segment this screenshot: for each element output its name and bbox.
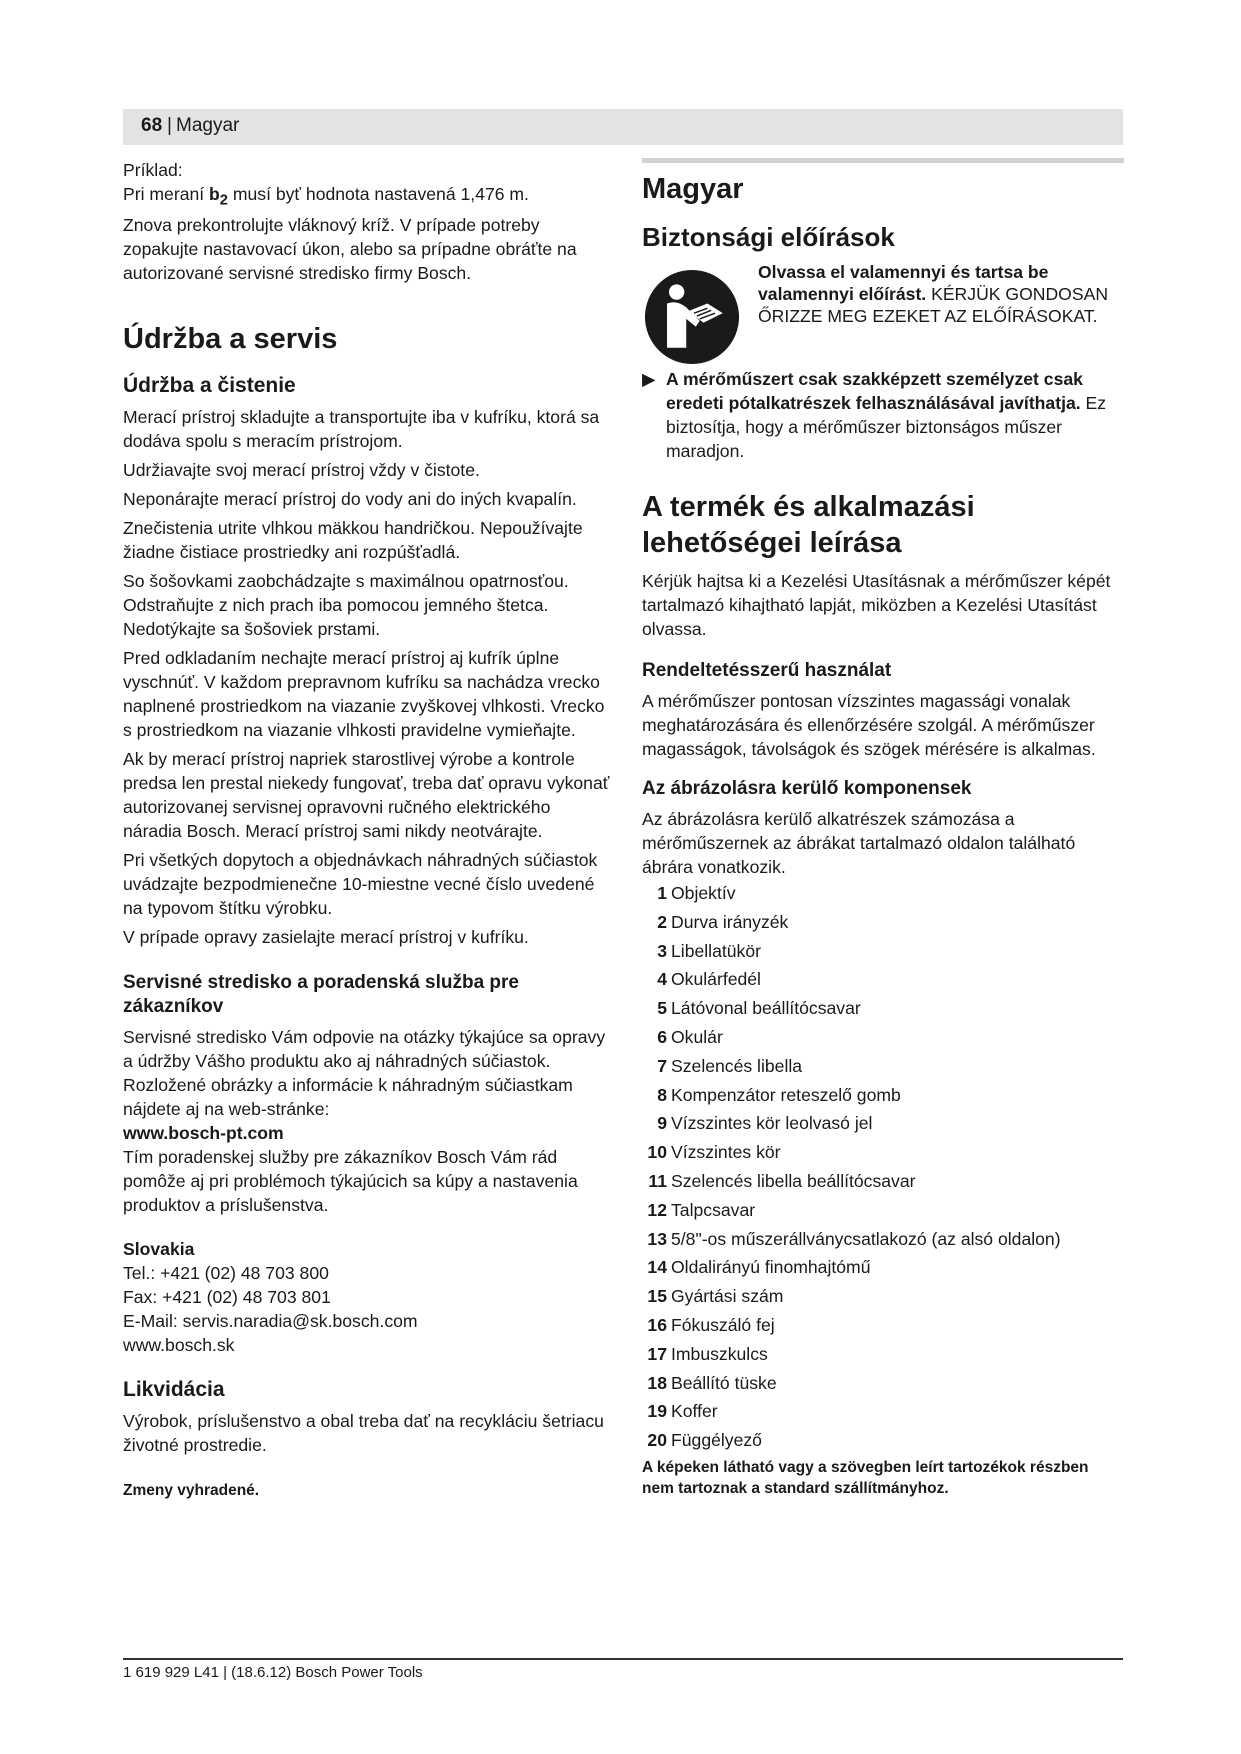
cleaning-paragraph: Pri všetkých dopytoch a objednávkach náhradných súčiastok uvádzajte bezpodmienečne 10-miestne vecné číslo uvedené na typovom štítku výrobku. [123, 849, 598, 918]
heading-product: A termék és alkalmazási lehetőségei leírása [642, 491, 975, 559]
safety-block [642, 261, 1124, 361]
safety-bullet [642, 367, 1124, 463]
list-item [642, 1052, 1124, 1081]
components-text: Az ábrázolásra kerülő alkatrészek számozása a mérőműszernek az ábrákat tartalmazó oldalon található ábrára vonatkozik. [642, 809, 1076, 877]
footer-text: 1 619 929 L41 | (18.6.12) Bosch Power Tools [123, 1664, 423, 1681]
part-number: 2 [657, 911, 667, 932]
part-label: Szelencés libella beállítócsavar [671, 1170, 916, 1191]
part-label: Vízszintes kör [671, 1142, 781, 1163]
heading-disposal: Likvidácia [123, 1377, 225, 1401]
heading-language: Magyar [642, 173, 744, 205]
contact-country: Slovakia [123, 1238, 195, 1259]
list-item [642, 937, 1124, 966]
part-number: 12 [647, 1199, 667, 1220]
list-item [642, 1225, 1124, 1254]
part-number: 9 [657, 1113, 667, 1134]
list-item [642, 1369, 1124, 1398]
safety-caps: KÉRJÜK GONDOSAN ŐRIZZE MEG EZEKET AZ ELŐÍRÁSOKAT. [758, 284, 1109, 326]
safety-text [758, 261, 1124, 327]
cleaning-paragraph: Pred odkladaním nechajte merací prístroj aj kufrík úplne vyschnúť. V každom prepravnom kufríku sa nachádza vrecko naplnené prostriedkom na viazanie zvyškovej vlhkosti. Vrecko s prostriedkom na viazanie vlhkosti pravidelne vymieňajte. [123, 647, 605, 740]
part-label: Függélyező [671, 1430, 762, 1451]
cleaning-paragraph: So šošovkami zaobchádzajte s maximálnou opatrnosťou. Odstraňujte z nich prach iba pomocou jemného štetca. Nedotýkajte sa šošoviek prstami. [123, 570, 569, 639]
list-item [642, 879, 1124, 908]
bullet-marker: ▶ [642, 369, 656, 389]
safety-bold: Olvassa el valamennyi és tartsa be valamennyi előírást. [758, 262, 1049, 304]
part-number: 11 [648, 1170, 667, 1191]
example-var: b [209, 184, 220, 204]
list-item [642, 1023, 1124, 1052]
heading-safety: Biztonsági előírások [642, 222, 895, 252]
list-item [642, 1397, 1124, 1426]
heading-cleaning: Údržba a čistenie [123, 373, 296, 397]
section-top-rule [642, 158, 1124, 163]
example-block [123, 158, 611, 285]
cleaning-paragraph: Znečistenia utrite vlhkou mäkkou handričkou. Nepoužívajte žiadne čistiace prostriedky ani rozpúšťadlá. [123, 517, 583, 562]
list-item [642, 1311, 1124, 1340]
part-label: Imbuszkulcs [671, 1343, 768, 1364]
disposal-text: Výrobok, príslušenstvo a obal treba dať na recykláciu šetriacu životné prostredie. [123, 1410, 604, 1455]
service-block [123, 1025, 611, 1217]
part-label: Okulárfedél [671, 969, 761, 990]
part-number: 6 [657, 1026, 667, 1047]
part-number: 20 [647, 1430, 667, 1451]
heading-intended-use: Rendeltetésszerű használat [642, 660, 892, 681]
part-number: 13 [647, 1228, 667, 1249]
example-line-post: musí byť hodnota nastavená 1,476 m. [227, 184, 529, 204]
part-label: Vízszintes kör leolvasó jel [671, 1113, 873, 1134]
list-item [642, 1196, 1124, 1225]
bullet-rest: Ez biztosítja, hogy a mérőműszer biztonságos műszer maradjon. [666, 393, 1107, 461]
contact-web[interactable]: www.bosch.sk [123, 1334, 235, 1355]
example-variable [209, 184, 228, 209]
part-label: Okulár [671, 1026, 723, 1047]
part-number: 15 [647, 1286, 667, 1307]
parts-list [642, 879, 1124, 1455]
part-label: 5/8"-os műszerállványcsatlakozó (az alsó oldalon) [671, 1228, 1061, 1249]
part-label: Beállító tüske [671, 1372, 777, 1393]
list-item [642, 994, 1124, 1023]
part-label: Gyártási szám [671, 1286, 784, 1307]
list-item [642, 1138, 1124, 1167]
page-header [123, 109, 1123, 145]
part-label: Szelencés libella [671, 1055, 803, 1076]
list-item [642, 1081, 1124, 1110]
part-label: Kompenzátor reteszelő gomb [671, 1084, 901, 1105]
accessories-note: A képeken látható vagy a szövegben leírt tartozékok részben nem tartoznak a standard szállítmányhoz. [642, 1458, 1089, 1497]
contact-tel: Tel.: +421 (02) 48 703 800 [123, 1262, 329, 1283]
header-language: Magyar [176, 115, 240, 136]
read-manual-icon [644, 269, 740, 365]
cleaning-paragraph: Ak by merací prístroj napriek starostlivej výrobe a kontrole predsa len prestal niekedy fungovať, treba dať opravu vykonať autorizovanej servisnej opravovni ručného elektrického náradia Bosch. Merací prístroj sami nikdy neotvárajte. [123, 748, 610, 841]
part-number: 19 [647, 1401, 667, 1422]
part-number: 16 [647, 1314, 667, 1335]
list-item [642, 1282, 1124, 1311]
left-column [123, 158, 611, 1508]
part-label: Talpcsavar [671, 1199, 756, 1220]
part-number: 7 [657, 1055, 667, 1076]
header-separator: | [167, 115, 172, 136]
list-item [642, 1426, 1124, 1455]
list-item [642, 1109, 1124, 1138]
part-label: Objektív [671, 883, 736, 903]
part-number: 8 [657, 1084, 667, 1105]
part-number: 4 [657, 969, 667, 990]
recheck-text: Znova prekontrolujte vláknový kríž. V prípade potreby zopakujte nastavovací úkon, alebo sa prípadne obráťte na autorizované servisné stredisko firmy Bosch. [123, 214, 577, 283]
footer-rule [123, 1658, 1123, 1660]
list-item [642, 1340, 1124, 1369]
service-url[interactable]: www.bosch-pt.com [123, 1122, 284, 1143]
part-number: 10 [647, 1142, 667, 1163]
list-item [642, 965, 1124, 994]
cleaning-paragraph: Merací prístroj skladujte a transportujte iba v kufríku, ktorá sa dodáva spolu s meracím prístrojom. [123, 406, 600, 451]
example-label: Príklad: [123, 160, 183, 180]
cleaning-paragraph: Udržiavajte svoj merací prístroj vždy v čistote. [123, 459, 480, 480]
part-number: 5 [657, 998, 667, 1019]
use-text: A mérőműszer pontosan vízszintes magassági vonalak meghatározására és ellenőrzésére szolgál. A mérőműszer magasságok, távolságok és szögek mérésére is alkalmas. [642, 691, 1096, 759]
part-number: 1 [657, 883, 667, 903]
contact-email[interactable]: E-Mail: servis.naradia@sk.bosch.com [123, 1310, 418, 1331]
list-item [642, 908, 1124, 937]
page-number: 68 [141, 115, 163, 136]
heading-maintenance: Údržba a servis [123, 322, 338, 355]
part-label: Koffer [671, 1401, 718, 1422]
cleaning-paragraph: Neponárajte merací prístroj do vody ani do iných kvapalín. [123, 488, 577, 509]
list-item [642, 1253, 1124, 1282]
part-number: 3 [657, 940, 667, 961]
heading-components: Az ábrázolásra kerülő komponensek [642, 778, 972, 799]
contact-block [123, 1237, 611, 1357]
part-label: Látóvonal beállítócsavar [671, 998, 861, 1019]
heading-service: Servisné stredisko a poradenská služba pre zákazníkov [123, 971, 520, 1017]
example-line-pre: Pri meraní [123, 184, 210, 204]
bullet-bold: A mérőműszert csak szakképzett személyzet csak eredeti pótalkatrészek felhasználásával javíthatja. [666, 369, 1083, 413]
part-label: Oldalirányú finomhajtómű [671, 1257, 871, 1278]
list-item [642, 1167, 1124, 1196]
part-number: 17 [647, 1343, 667, 1364]
cleaning-paragraph: V prípade opravy zasielajte merací prístroj v kufríku. [123, 926, 529, 947]
example-sub: 2 [219, 192, 228, 209]
contact-fax: Fax: +421 (02) 48 703 801 [123, 1286, 331, 1307]
part-label: Libellatükör [671, 940, 761, 961]
part-number: 18 [647, 1372, 667, 1393]
example-line [123, 182, 611, 213]
changes-note: Zmeny vyhradené. [123, 1481, 260, 1499]
part-label: Durva irányzék [671, 911, 789, 932]
service-text: Servisné stredisko Vám odpovie na otázky týkajúce sa opravy a údržby Vášho produktu ako aj náhradných súčiastok. Rozložené obrázky a informácie k náhradným súčiastkam nájdete aj na web-stránke: [123, 1026, 606, 1119]
part-number: 14 [647, 1257, 667, 1278]
part-label: Fókuszáló fej [671, 1314, 775, 1335]
service-team-text: Tím poradenskej služby pre zákazníkov Bosch Vám rád pomôže aj pri problémoch týkajúcich sa kúpy a nastavenia produktov a príslušenstva. [123, 1146, 578, 1215]
right-column [642, 158, 1124, 1499]
product-text: Kérjük hajtsa ki a Kezelési Utasításnak a mérőműszer képét tartalmazó kihajtható lapját, miközben a Kezelési Utasítást olvassa. [642, 571, 1111, 639]
